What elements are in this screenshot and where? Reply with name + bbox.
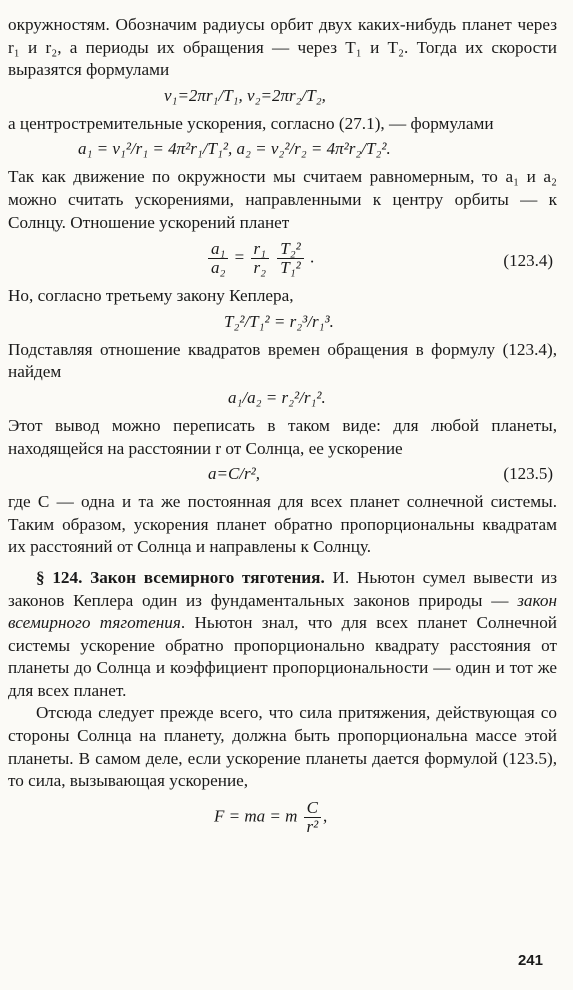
formula-velocities — [8, 85, 557, 107]
formula-force — [8, 799, 557, 836]
formula-kepler — [8, 311, 557, 333]
formula-acceleration-law-text: a=C/r², — [208, 464, 260, 484]
comma-mark: , — [322, 806, 328, 826]
fraction-force-numerator: C — [304, 799, 321, 818]
formula-force-text: F = ma = m — [214, 806, 298, 826]
paragraph-orbits: окружностям. Обозначим радиусы орбит двух каких-нибудь планет через r₁ и r₂, а периоды их обращения — через T₁ и T₂. Тогда их скорости выразятся формулами — [8, 15, 557, 80]
section-emphasis: закон всемирного тяготения — [8, 590, 557, 633]
formula-accelerations-text: a₁ = v₁²/r₁ = 4π²r₁/T₁², a₂ = v₂²/r₂ = 4π²r₂/T₂². — [78, 139, 391, 159]
paragraph-kepler-third-law: Но, согласно третьему закону Кеплера, — [8, 286, 294, 306]
formula-velocities-text: v₁=2πr₁/T₁, v₂=2πr₂/T₂, — [164, 85, 326, 105]
fraction-a-numerator: a₁ — [208, 240, 228, 259]
fraction-force-denominator: r² — [306, 816, 319, 836]
period-mark: . — [310, 247, 315, 267]
fraction-a-denominator: a₂ — [211, 258, 226, 278]
formula-acceleration-ratio-text: a₁/a₂ = r₂²/r₁². — [228, 387, 326, 407]
formula-acceleration-law — [8, 463, 557, 485]
equation-number-123-4: (123.4) — [503, 251, 553, 271]
formula-ratio — [8, 240, 557, 277]
section-title: § 124. Закон всемирного тяготения. — [36, 567, 325, 587]
formula-accelerations — [8, 138, 557, 160]
formula-acceleration-ratio — [8, 387, 557, 409]
page-number: 241 — [517, 952, 543, 969]
fraction-r — [251, 240, 270, 277]
fraction-a — [208, 240, 228, 277]
equals-sign: = — [234, 247, 245, 267]
formula-kepler-text: T₂²/T₁² = r₂³/r₁³. — [224, 311, 334, 331]
section-text-a: И. Ньютон сумел вывести из законов Кеплера один из фундаментальных законов природы — — [8, 567, 558, 610]
equation-number-123-5: (123.5) — [503, 464, 553, 484]
section-text-b: . Ньютон знал, что для всех планет Солнечной системы ускорение обратно пропорционально квадрату расстояния от планеты до Солнца и коэффициент пропорциональности — один и тот же для всех планет. — [8, 613, 557, 700]
fraction-r-numerator: r₁ — [251, 240, 270, 259]
fraction-t-numerator: T₂² — [277, 240, 303, 259]
paragraph-section-124 — [8, 567, 557, 703]
paragraph-constant: где C — одна и та же постоянная для всех планет солнечной системы. Таким образом, ускорения планет обратно пропорциональны квадратам их расстояний от Солнца и направлены к Солнцу. — [8, 492, 557, 557]
fraction-t — [277, 240, 303, 277]
fraction-r-denominator: r₂ — [253, 258, 267, 278]
paragraph-conclusion: Этот вывод можно переписать в таком виде: для любой планеты, находящейся на расстоянии r от Солнца, ее ускорение — [8, 415, 557, 458]
fraction-t-denominator: T₁² — [280, 258, 301, 278]
paragraph-force: Отсюда следует прежде всего, что сила притяжения, действующая со стороны Солнца на планету, должна быть пропорциональна массе этой планеты. В самом деле, если ускорение планеты дается формулой (123.5), то сила, вызывающая ускорение, — [8, 703, 557, 791]
paragraph-substitution: Подставляя отношение квадратов времен обращения в формулу (123.4), найдем — [8, 339, 557, 382]
paragraph-uniform-motion: Так как движение по окружности мы считаем равномерным, то a₁ и a₂ можно считать ускорениями, направленными к центру орбиты — к Солнцу. Отношение ускорений планет — [8, 167, 557, 232]
fraction-force — [304, 799, 321, 836]
paragraph-centripetal: а центростремительные ускорения, согласно (27.1), — формулами — [8, 113, 494, 133]
